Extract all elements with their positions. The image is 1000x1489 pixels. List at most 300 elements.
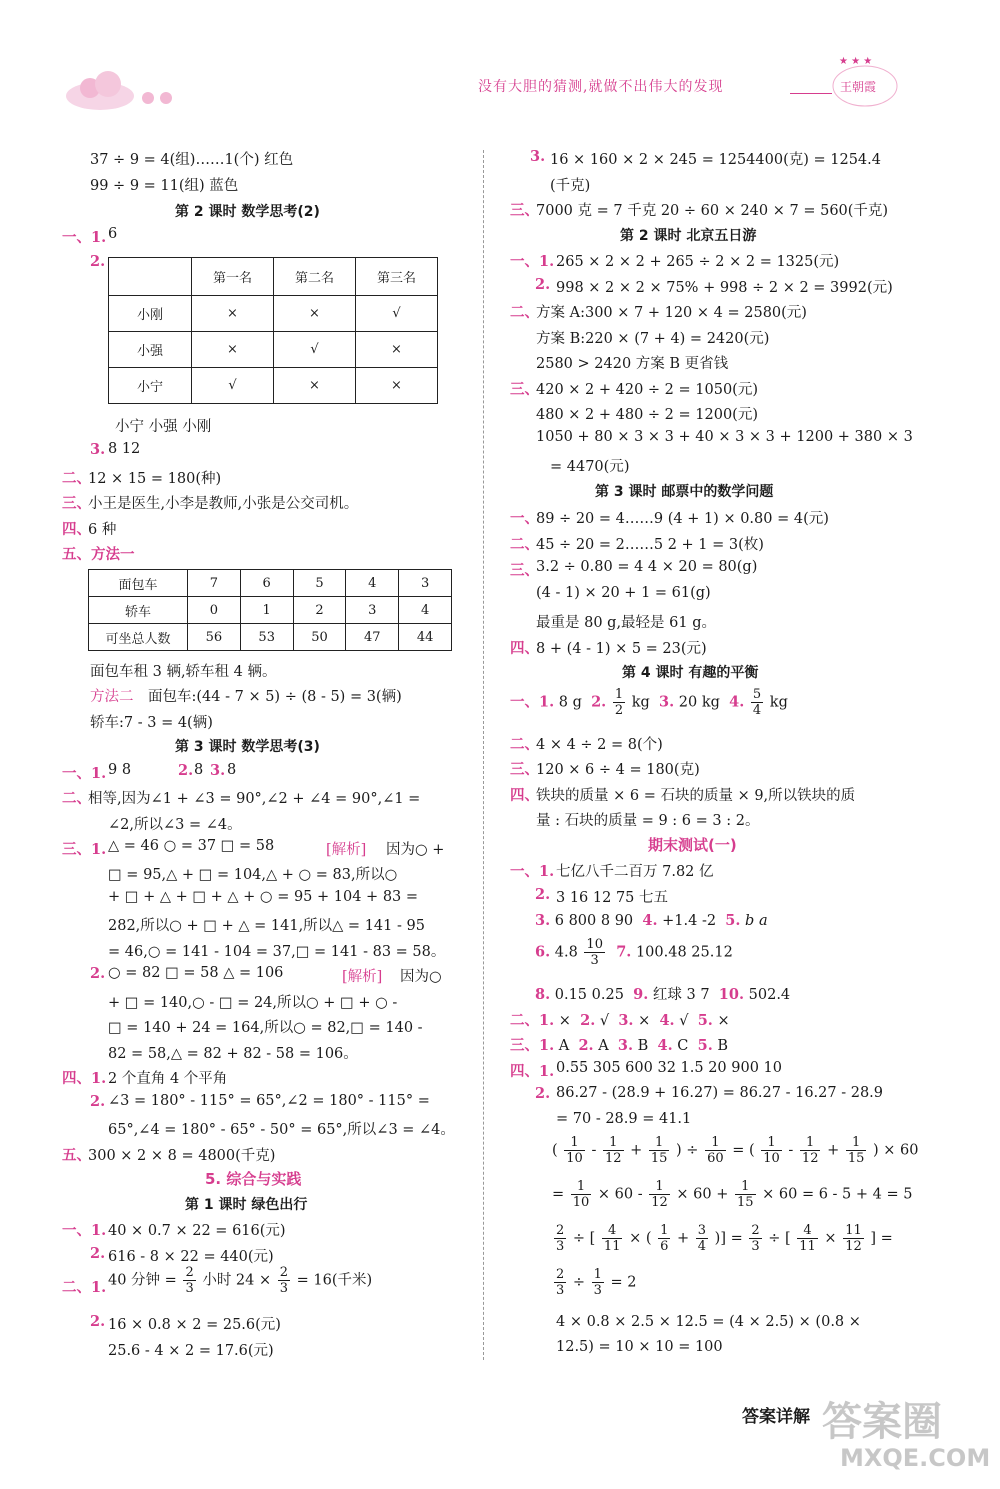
numerator: 11	[845, 1223, 862, 1238]
question-label: 7.	[616, 943, 632, 961]
answer-line	[510, 688, 788, 717]
question-label: 四、1.	[510, 1063, 555, 1080]
answer-text: 82 = 58,△ = 82 + 82 - 58 = 106。	[108, 1046, 358, 1062]
footer-label: 答案详解	[742, 1407, 810, 1427]
fraction	[571, 1180, 592, 1209]
text-span: kg	[631, 694, 650, 711]
table-cell: 第一名	[192, 258, 274, 296]
text-span: b a	[745, 913, 768, 929]
text-span: ×	[638, 1013, 651, 1029]
question-label: 2.	[591, 693, 607, 711]
numerator: 1	[571, 1180, 592, 1195]
table-cell: 0	[188, 597, 241, 624]
text-span: ×	[717, 1013, 730, 1029]
answer-text: = 70 - 28.9 = 41.1	[556, 1111, 692, 1127]
text-span: 8 g	[558, 694, 582, 711]
numerator: 2	[751, 1223, 760, 1238]
answer-line	[108, 1266, 372, 1295]
answer-text: 12.5) = 10 × 10 = 100	[556, 1339, 723, 1355]
fraction-expression	[552, 1180, 912, 1209]
answer-text: 2580 > 2420 方案 B 更省钱	[536, 356, 729, 372]
answer-line	[510, 1009, 730, 1030]
table-cell: √	[274, 332, 356, 368]
text-span: A	[598, 1038, 609, 1054]
fraction-expression	[552, 1136, 918, 1165]
answer-text: 3 16 12 75 七五	[556, 890, 669, 906]
answer-text: 4 × 4 ÷ 2 = 8(个)	[536, 737, 663, 753]
answer-text: 420 × 2 + 420 ÷ 2 = 1050(元)	[536, 382, 758, 398]
denominator: 3	[556, 1239, 565, 1254]
answer-text: 小宁 小强 小刚	[115, 419, 212, 435]
answer-text: ∠3 = 180° - 115° = 65°,∠2 = 180° - 115° =	[108, 1093, 430, 1109]
section-title: 第 1 课时 绿色出行	[185, 1197, 308, 1213]
question-label: 五、方法一	[62, 546, 135, 563]
answer-text: 8 + (4 - 1) × 5 = 23(元)	[536, 641, 707, 657]
question-label: 三、	[62, 495, 91, 512]
table-cell: 3	[346, 597, 399, 624]
question-label: 4.	[657, 1037, 673, 1054]
question-label: 3.	[210, 762, 226, 779]
denominator: 12	[651, 1195, 668, 1210]
denominator: 10	[763, 1151, 780, 1166]
numerator: 1	[649, 1136, 670, 1151]
question-label: 一、1.	[510, 253, 555, 270]
question-label: 四、	[510, 640, 539, 657]
section-title: 第 4 课时 有趣的平衡	[622, 665, 759, 681]
answer-text: 480 × 2 + 480 ÷ 2 = 1200(元)	[536, 407, 758, 423]
answer-text: 面包车:(44 - 7 × 5) ÷ (8 - 5) = 3(辆)	[148, 689, 402, 705]
question-label: 3.	[535, 912, 551, 929]
denominator: 6	[660, 1239, 669, 1254]
table-cell	[109, 258, 192, 296]
answer-line	[535, 938, 733, 967]
answer-line	[510, 1034, 728, 1055]
question-label: 三、1.	[510, 1037, 555, 1054]
fraction	[797, 1224, 818, 1253]
text-span: ] =	[870, 1230, 893, 1247]
question-label: 一、	[510, 510, 539, 527]
numerator: 4	[797, 1224, 818, 1239]
text-span: B	[717, 1038, 729, 1054]
answer-text: 16 × 0.8 × 2 = 25.6(元)	[108, 1317, 281, 1333]
answer-text: 最重是 80 g,最轻是 61 g。	[536, 615, 717, 631]
answer-text: 2 个直角 4 个平角	[108, 1071, 228, 1087]
question-label: 三、	[510, 202, 539, 219]
denominator: 10	[572, 1195, 590, 1210]
question-label: 2.	[578, 1037, 594, 1054]
answer-text: (千克)	[550, 178, 591, 194]
denominator: 12	[845, 1239, 862, 1254]
denominator: 60	[707, 1151, 724, 1166]
text-span: kg	[769, 694, 788, 711]
table-cell: 4	[346, 570, 399, 597]
text-span: 100.48 25.12	[635, 944, 733, 961]
question-label: 2.	[580, 1012, 596, 1029]
text-span: C	[677, 1038, 689, 1054]
method-label: 方法二	[90, 689, 134, 705]
text-span: ×	[558, 1013, 571, 1029]
numerator: 3	[697, 1223, 707, 1238]
question-label: 一、1.	[62, 765, 107, 782]
fraction-expression	[552, 1268, 637, 1297]
denominator: 2	[614, 703, 624, 718]
question-label: 二、	[510, 304, 539, 321]
question-label: 四、	[62, 521, 91, 538]
answer-text: □ = 140 + 24 = 164,所以○ = 82,□ = 140 -	[108, 1020, 423, 1036]
fraction	[554, 1224, 566, 1253]
question-label: 一、1.	[510, 863, 555, 880]
text-span: 小时 24 ×	[202, 1272, 272, 1289]
answer-text: 铁块的质量 × 6 = 石块的质量 × 9,所以铁块的质	[536, 788, 856, 804]
table-cell: 4	[399, 597, 452, 624]
question-label: 8.	[535, 986, 551, 1003]
answer-text: 3.2 ÷ 0.80 = 4 4 × 20 = 80(g)	[536, 559, 758, 575]
question-label: 二、	[62, 790, 91, 807]
numerator: 4	[602, 1224, 623, 1239]
answer-text: 25.6 - 4 × 2 = 17.6(元)	[108, 1343, 274, 1359]
table-cell: 50	[293, 624, 346, 651]
numerator: 1	[705, 1136, 726, 1151]
numerator: 1	[800, 1136, 821, 1151]
answer-text: 8	[227, 762, 237, 778]
table-cell: 轿车	[89, 597, 188, 624]
question-label: 三、	[510, 761, 539, 778]
numerator: 2	[556, 1223, 565, 1238]
analysis-tag: [解析]	[326, 842, 367, 858]
numerator: 1	[603, 1136, 624, 1151]
denominator: 4	[697, 1239, 707, 1254]
fraction	[603, 1136, 624, 1165]
section-title: 第 3 课时 邮票中的数学问题	[595, 484, 774, 500]
text-span: 红球 3 7	[652, 987, 710, 1003]
numerator: 1	[761, 1136, 782, 1151]
text-span: -	[591, 1142, 597, 1159]
answer-text: 轿车:7 - 3 = 4(辆)	[90, 715, 213, 731]
numerator: 5	[752, 687, 762, 702]
table-cell: 56	[188, 624, 241, 651]
question-label: 二、1.	[510, 1012, 555, 1029]
watermark-site: MXQE.COM	[840, 1444, 991, 1472]
analysis-tag: [解析]	[342, 969, 383, 985]
answer-text: ∠2,所以∠3 = ∠4。	[108, 817, 242, 833]
answer-text: 6	[108, 226, 118, 242]
question-label: 五、	[62, 1147, 91, 1164]
fraction	[705, 1136, 726, 1165]
table-cell: 小宁	[109, 368, 192, 404]
text-span: × 60 = 6 - 5 + 4 = 5	[762, 1186, 913, 1203]
answer-text: 方案 A:300 × 7 + 120 × 4 = 2580(元)	[536, 305, 807, 321]
question-label: 3.	[90, 441, 106, 458]
answer-line	[535, 983, 790, 1004]
question-label: 三、	[510, 562, 539, 579]
question-label: 一、1.	[62, 1222, 107, 1239]
denominator: 3	[185, 1281, 194, 1296]
fraction	[554, 1268, 566, 1297]
column-divider	[483, 150, 484, 1360]
numerator: 1	[564, 1136, 585, 1151]
text-span: ÷ [	[768, 1230, 791, 1247]
fraction	[749, 1224, 761, 1253]
fraction	[800, 1136, 821, 1165]
table-cell: 小刚	[109, 296, 192, 332]
table-cell: √	[356, 296, 438, 332]
text-span: ÷	[572, 1274, 586, 1291]
text-span: √	[679, 1013, 689, 1029]
answer-text: △ = 46 ○ = 37 □ = 58	[108, 838, 275, 854]
question-label: 二、	[510, 736, 539, 753]
table-cell: 53	[240, 624, 293, 651]
question-label: 二、1.	[62, 1279, 107, 1296]
denominator: 11	[603, 1239, 621, 1254]
text-line: 37 ÷ 9 = 4(组)……1(个) 红色	[90, 152, 294, 168]
denominator: 3	[556, 1283, 565, 1298]
answer-text: + □ = 140,○ - □ = 24,所以○ + □ + ○ -	[108, 995, 398, 1011]
answer-text: 方案 B:220 × (7 + 4) = 2420(元)	[536, 331, 770, 347]
table-cell: ×	[274, 368, 356, 404]
answer-text: 65°,∠4 = 180° - 65° - 50° = 65°,所以∠3 = ∠4。	[108, 1122, 455, 1138]
text-span: 0.15 0.25	[554, 987, 624, 1003]
question-label: 四、	[510, 787, 539, 804]
question-label: 4.	[659, 1012, 675, 1029]
text-span: A	[558, 1038, 570, 1054]
answer-text: + □ + △ + □ + △ + ○ = 95 + 104 + 83 =	[108, 889, 419, 905]
denominator: 10	[566, 1151, 583, 1166]
fraction	[735, 1180, 756, 1209]
answer-text: 282,所以○ + □ + △ = 141,所以△ = 141 - 95	[108, 918, 425, 934]
fraction	[751, 688, 763, 717]
numerator: 2	[556, 1267, 565, 1282]
text-span: × 60 -	[597, 1186, 643, 1203]
question-label: 3.	[618, 1012, 634, 1029]
rental-table	[88, 569, 452, 651]
text-span: (	[552, 1142, 558, 1159]
table-cell: ×	[192, 296, 274, 332]
text-span: )] =	[714, 1230, 743, 1247]
answer-text: 0.55 305 600 32 1.5 20 900 10	[556, 1060, 782, 1076]
fraction	[761, 1136, 782, 1165]
text-span: 502.4	[748, 987, 791, 1003]
question-label: 二、	[510, 536, 539, 553]
table-cell: 1	[240, 597, 293, 624]
answer-text: 40 × 0.7 × 22 = 616(元)	[108, 1223, 286, 1239]
question-label: 四、1.	[62, 1070, 107, 1087]
answer-text: 300 × 2 × 8 = 4800(千克)	[88, 1148, 276, 1164]
answer-text: 9 8	[108, 762, 132, 778]
table-cell: 2	[293, 597, 346, 624]
table-cell: 47	[346, 624, 399, 651]
answer-text: 89 ÷ 20 = 4……9 (4 + 1) × 0.80 = 4(元)	[536, 511, 829, 527]
fraction	[564, 1136, 585, 1165]
question-label: 一、1.	[510, 693, 555, 711]
answer-text: 相等,因为∠1 + ∠3 = 90°,∠2 + ∠4 = 90°,∠1 =	[88, 791, 421, 807]
table-cell: √	[192, 368, 274, 404]
fraction	[696, 1224, 708, 1253]
text-span: ) × 60	[873, 1142, 919, 1159]
fraction	[613, 688, 625, 717]
table-cell: ×	[356, 368, 438, 404]
answer-text: 12 × 15 = 180(种)	[88, 471, 222, 487]
text-span: 40 分钟 =	[108, 1272, 177, 1289]
table-cell: ×	[274, 296, 356, 332]
question-label: 5.	[697, 1012, 713, 1029]
answer-text: = 46,○ = 141 - 104 = 37,□ = 141 - 83 = 58。	[108, 944, 446, 960]
question-label: 2.	[535, 276, 551, 293]
answer-text: 4 × 0.8 × 2.5 × 12.5 = (4 × 2.5) × (0.8 ×	[556, 1314, 861, 1330]
fraction	[278, 1266, 290, 1295]
denominator: 3	[279, 1281, 289, 1296]
denominator: 12	[604, 1151, 622, 1166]
table-cell: 第二名	[274, 258, 356, 296]
text-span: = 2	[610, 1274, 637, 1291]
text-span: B	[637, 1038, 649, 1054]
text-span: × (	[629, 1230, 652, 1247]
question-label: 2.	[90, 253, 106, 270]
numerator: 1	[660, 1223, 669, 1238]
answer-text: 16 × 160 × 2 × 245 = 1254400(克) = 1254.4	[550, 152, 881, 168]
table-cell: 可坐总人数	[89, 624, 188, 651]
numerator: 2	[185, 1265, 194, 1280]
numerator: 1	[846, 1136, 867, 1151]
fraction	[183, 1266, 195, 1295]
section-title: 第 2 课时 北京五日游	[620, 228, 757, 244]
answer-text: 616 - 8 × 22 = 440(元)	[108, 1249, 274, 1265]
answer-text: 七亿八千二百万 7.82 亿	[556, 864, 714, 880]
header-logo	[60, 58, 190, 114]
question-label: 5.	[697, 1037, 713, 1054]
chapter-title: 5. 综合与实践	[205, 1170, 302, 1188]
question-label: 2.	[535, 1085, 551, 1102]
text-span: +	[677, 1230, 690, 1247]
question-label: 3.	[530, 148, 546, 165]
answer-line	[535, 912, 768, 929]
numerator: 2	[279, 1265, 289, 1280]
text-span: 6 800 8 90	[554, 913, 634, 929]
svg-text:★ ★ ★: ★ ★ ★	[839, 56, 873, 67]
question-label: 6.	[535, 943, 551, 961]
answer-text: □ = 95,△ + □ = 104,△ + ○ = 83,所以○	[108, 867, 398, 883]
table-cell: 小强	[109, 332, 192, 368]
text-span: = 16(千米)	[296, 1272, 373, 1289]
question-label: 一、1.	[62, 229, 107, 246]
table-cell: 第三名	[356, 258, 438, 296]
answer-text: 998 × 2 × 2 × 75% + 998 ÷ 2 × 2 = 3992(元)	[556, 280, 893, 296]
question-label: 2.	[90, 1093, 106, 1110]
watermark-logo: 答案圈	[822, 1399, 942, 1445]
section-title: 第 3 课时 数学思考(3)	[175, 739, 320, 755]
denominator: 15	[650, 1151, 668, 1166]
answer-text: 因为○	[400, 969, 442, 985]
table-cell: ×	[192, 332, 274, 368]
numerator: 1	[614, 687, 624, 702]
question-label: 2.	[90, 965, 106, 982]
fraction-expression	[552, 1224, 893, 1253]
numerator: 1	[735, 1180, 756, 1195]
answer-text: 小王是医生,小李是教师,小张是公交司机。	[88, 496, 359, 512]
table-cell: 6	[240, 570, 293, 597]
answer-text: 45 ÷ 20 = 2……5 2 + 1 = 3(枚)	[536, 537, 764, 553]
text-span: +	[630, 1142, 643, 1159]
ranking-table	[108, 257, 438, 404]
denominator: 11	[799, 1239, 816, 1254]
fraction	[846, 1136, 867, 1165]
denominator: 15	[736, 1195, 754, 1210]
table-cell: 44	[399, 624, 452, 651]
numerator: 10	[586, 937, 603, 952]
header-motto: 没有大胆的猜测,就做不出伟大的发现	[478, 79, 724, 95]
text-span: 4.8	[554, 944, 578, 961]
answer-text: 因为○ +	[386, 842, 445, 858]
table-cell: 5	[293, 570, 346, 597]
answer-text: 120 × 6 ÷ 4 = 180(克)	[536, 762, 700, 778]
answer-text: 6 种	[88, 522, 117, 538]
fraction	[592, 1268, 604, 1297]
answer-text: 7000 克 = 7 千克 20 ÷ 60 × 240 × 7 = 560(千克)	[536, 203, 889, 219]
denominator: 3	[590, 953, 599, 968]
question-label: 2.	[90, 1245, 106, 1262]
text-span: √	[599, 1013, 610, 1029]
question-label: 5.	[725, 912, 741, 929]
question-label: 4.	[729, 693, 745, 711]
text-span: +	[827, 1142, 840, 1159]
fraction	[602, 1224, 623, 1253]
question-label: 三、	[510, 381, 539, 398]
fraction	[584, 938, 605, 967]
question-label: 三、1.	[62, 841, 107, 858]
answer-text: 8 12	[108, 441, 141, 457]
question-label: 3.	[617, 1037, 634, 1054]
text-span: ÷ [	[572, 1230, 596, 1247]
table-cell: 面包车	[89, 570, 188, 597]
fraction	[649, 1180, 670, 1209]
denominator: 15	[847, 1151, 865, 1166]
question-label: 2.	[535, 886, 551, 903]
fraction	[658, 1224, 670, 1253]
text-span: ×	[824, 1230, 837, 1247]
numerator: 1	[649, 1180, 670, 1195]
answer-text: (4 - 1) × 20 + 1 = 61(g)	[536, 585, 711, 601]
answer-text: 量 : 石块的质量 = 9 : 6 = 3 : 2。	[536, 813, 760, 829]
question-label: 3.	[659, 693, 675, 711]
numerator: 1	[593, 1267, 602, 1282]
table-cell: 3	[399, 570, 452, 597]
answer-text: 265 × 2 × 2 + 265 ÷ 2 × 2 = 1325(元)	[556, 254, 840, 270]
answer-text: 面包车租 3 辆,轿车租 4 辆。	[90, 664, 277, 680]
denominator: 4	[752, 703, 762, 718]
text-span: = (	[732, 1142, 755, 1159]
section-title: 第 2 课时 数学思考(2)	[175, 204, 320, 220]
denominator: 3	[593, 1283, 602, 1298]
text-span: × 60 +	[676, 1186, 729, 1203]
section-title: 期末测试(一)	[648, 836, 737, 854]
question-label: 二、	[62, 470, 91, 487]
denominator: 12	[801, 1151, 819, 1166]
text-span: ) ÷	[676, 1142, 699, 1159]
table-cell: 7	[188, 570, 241, 597]
question-label: 4.	[642, 912, 658, 929]
brand-name: 王朝霞	[840, 80, 877, 94]
question-label: 9.	[633, 986, 649, 1003]
text-span: =	[552, 1186, 565, 1203]
answer-text: ○ = 82 □ = 58 △ = 106	[108, 965, 284, 981]
text-span: +1.4 -2	[662, 913, 717, 929]
text-span: 20 kg	[678, 694, 720, 711]
answer-text: 8	[194, 762, 204, 778]
table-cell: ×	[356, 332, 438, 368]
answer-text: 1050 + 80 × 3 × 3 + 40 × 3 × 3 + 1200 + 380 × 3	[536, 429, 913, 445]
answer-text: = 4470(元)	[550, 459, 630, 475]
fraction	[649, 1136, 670, 1165]
text-span: -	[788, 1142, 794, 1159]
